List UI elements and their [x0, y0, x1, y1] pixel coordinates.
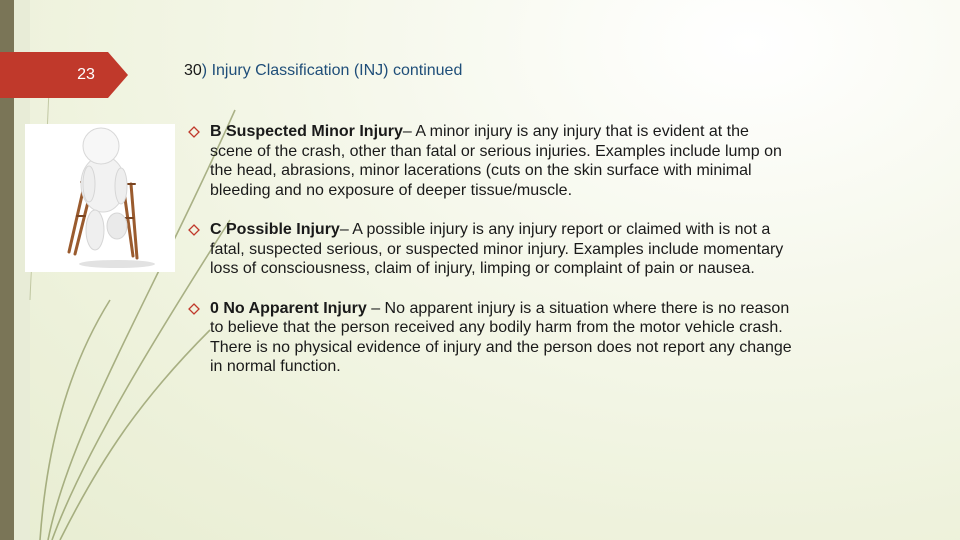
slide-title-number: 30	[184, 62, 202, 79]
person-on-crutches-image	[25, 124, 175, 272]
bullet-label: C Possible Injury	[210, 221, 340, 238]
bullet-text: – A minor injury is any injury that is evident at the scene of the crash, other than fatal or serious injuries. Examples include lump on the head, abrasions, minor lacerations (cuts on the skin surface with minimal bleeding and no exposure of deeper tissue/muscle.	[210, 123, 782, 199]
bullet-possible-injury	[184, 220, 794, 279]
bullet-no-apparent-injury	[184, 299, 794, 377]
slide-number-tab	[0, 52, 128, 98]
diamond-bullet-icon	[188, 224, 200, 236]
diamond-bullet-icon	[188, 303, 200, 315]
bullet-text: – No apparent injury is a situation where there is no reason to believe that the person received any bodily harm from the motor vehicle crash. There is no physical evidence of injury and the person does not report any change in normal function.	[210, 299, 792, 375]
slide-title-text: ) Injury Classification (INJ) continued	[201, 62, 463, 79]
bullet-label: 0 No Apparent Injury	[210, 299, 367, 317]
bullet-text: – A possible injury is any injury report or claimed with is not a fatal, suspected serious, or suspected minor injury. Examples include momentary loss of consciousness, claim of injury, limping or complaint of pain or nausea.	[210, 221, 784, 277]
bullet-label: B Suspected Minor Injury	[210, 123, 403, 140]
diamond-bullet-icon	[188, 126, 200, 138]
slide-title	[184, 62, 462, 80]
bullet-list	[184, 122, 794, 377]
bullet-suspected-minor-injury	[184, 122, 794, 200]
slide-number: 23	[77, 66, 95, 83]
